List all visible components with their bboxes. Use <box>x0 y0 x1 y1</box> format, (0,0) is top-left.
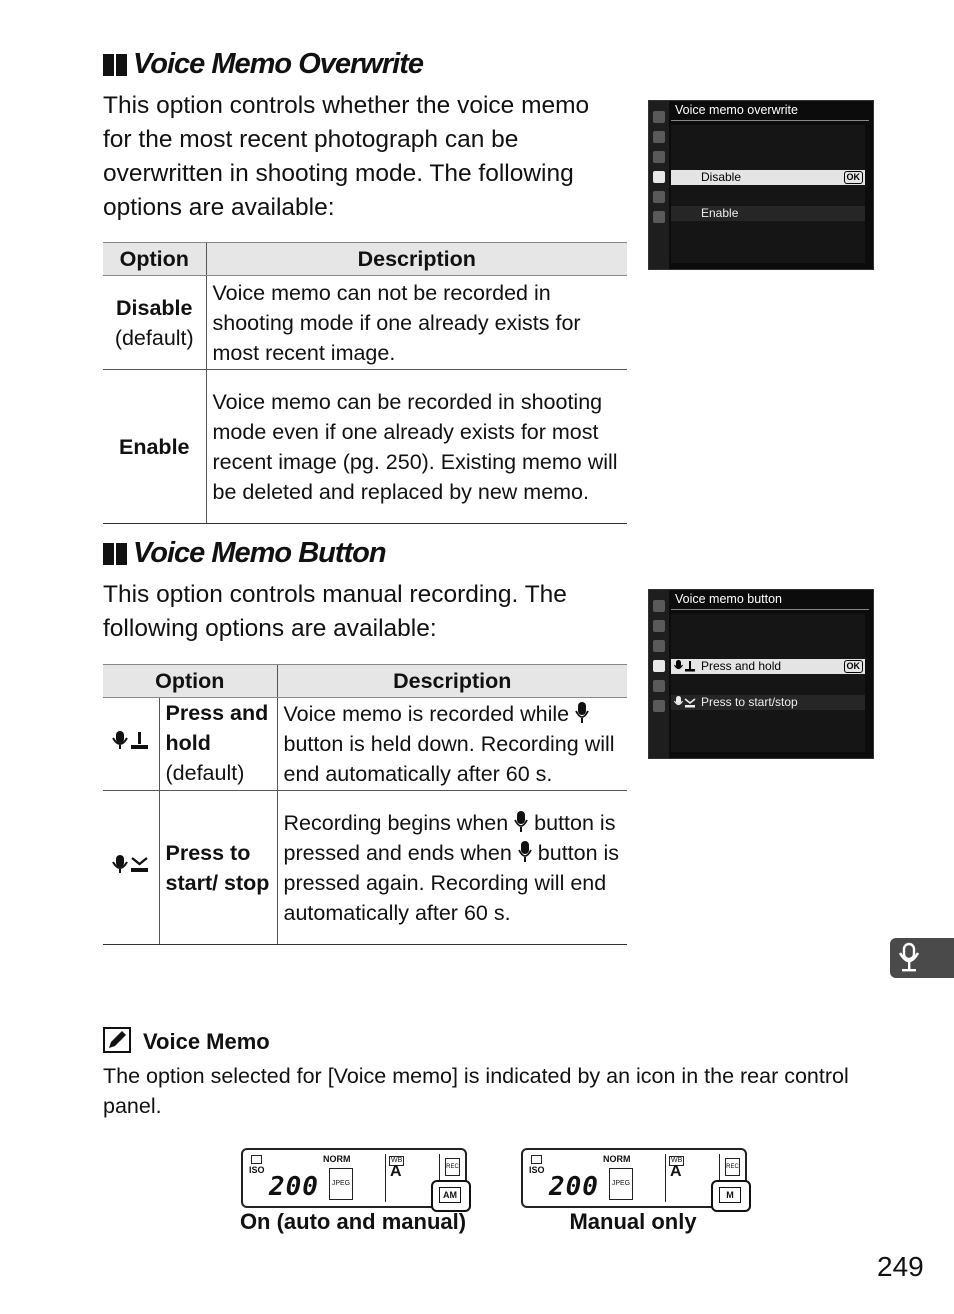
option-description: Voice memo can be recorded in shooting mode even if one already exists for most recent image (pg. 250). Existing memo will be deleted and replaced by new memo. <box>206 370 627 524</box>
option-default-note: (default) <box>165 761 245 785</box>
options-table-button <box>103 664 627 945</box>
page-number: 249 <box>877 1251 924 1282</box>
microphone-icon <box>518 841 532 863</box>
option-name: Enable <box>119 434 190 459</box>
section-title: Voice Memo Button <box>133 537 386 569</box>
option-description: Voice memo is recorded while button is held down. Recording will end automatically after 60 s. <box>277 698 627 791</box>
option-name: Press to start/ stop <box>165 840 270 895</box>
heading-marker-icon <box>103 543 127 565</box>
column-header-option: Option <box>103 243 206 276</box>
column-header-description: Description <box>277 665 627 698</box>
option-name: Disable <box>116 295 193 320</box>
ok-icon: OK <box>844 171 864 184</box>
press-hold-icon <box>111 729 151 751</box>
menu-item-disable: Disable OK <box>671 170 865 185</box>
note-text: The option selected for [Voice memo] is indicated by an icon in the rear control panel. <box>103 1064 849 1118</box>
column-header-description: Description <box>206 243 627 276</box>
chapter-tab <box>890 938 954 978</box>
section-heading-button <box>103 537 386 570</box>
column-header-option: Option <box>103 665 277 698</box>
table-row <box>103 698 627 791</box>
control-panel-display: ISO NORM 200 JPEG WB A REC AM <box>241 1148 467 1208</box>
section-title: Voice Memo Overwrite <box>133 48 423 80</box>
section-intro: This option controls manual recording. The following options are available: <box>103 581 567 642</box>
section-intro: This option controls whether the voice memo for the most recent photograph can be overwritten in shooting mode. The following options are available: <box>103 92 590 221</box>
press-start-stop-icon <box>673 696 699 709</box>
panel-caption: On (auto and manual) <box>239 1209 467 1234</box>
menu-item-enable: Enable <box>671 206 865 221</box>
pencil-icon <box>103 1027 131 1053</box>
section-heading-overwrite <box>103 48 423 81</box>
microphone-icon <box>575 702 589 724</box>
microphone-icon <box>514 811 528 833</box>
camera-menu-screen <box>648 589 874 759</box>
ok-icon: OK <box>844 660 864 673</box>
screen-title: Voice memo button <box>675 592 783 606</box>
option-default-note: (default) <box>114 325 194 350</box>
panel-caption: Manual only <box>569 1209 697 1234</box>
option-name: Press and hold <box>165 701 269 755</box>
heading-marker-icon <box>103 54 127 76</box>
menu-item-press-start-stop: Press to start/stop <box>671 695 865 710</box>
table-row <box>103 791 627 945</box>
microphone-icon <box>890 938 954 978</box>
table-row <box>103 370 627 524</box>
note-title: Voice Memo <box>143 1029 270 1054</box>
menu-tabs <box>649 101 669 269</box>
voice-memo-mode-badge: AM <box>431 1180 471 1212</box>
table-row <box>103 276 627 370</box>
menu-item-press-and-hold: Press and hold OK <box>671 659 865 674</box>
option-description: Recording begins when button is pressed and ends when button is pressed again. Recording will end automatically after 60 s. <box>277 791 627 945</box>
voice-memo-mode-badge: M <box>711 1180 751 1212</box>
camera-menu-screen <box>648 100 874 270</box>
menu-tabs <box>649 590 669 758</box>
option-description: Voice memo can not be recorded in shooting mode if one already exists for most recent image. <box>206 276 627 370</box>
press-hold-icon <box>673 660 699 673</box>
options-table-overwrite <box>103 242 627 524</box>
screen-title: Voice memo overwrite <box>675 103 798 117</box>
control-panel-display: ISO NORM 200 JPEG WB A REC M <box>521 1148 747 1208</box>
press-start-stop-icon <box>111 853 151 875</box>
